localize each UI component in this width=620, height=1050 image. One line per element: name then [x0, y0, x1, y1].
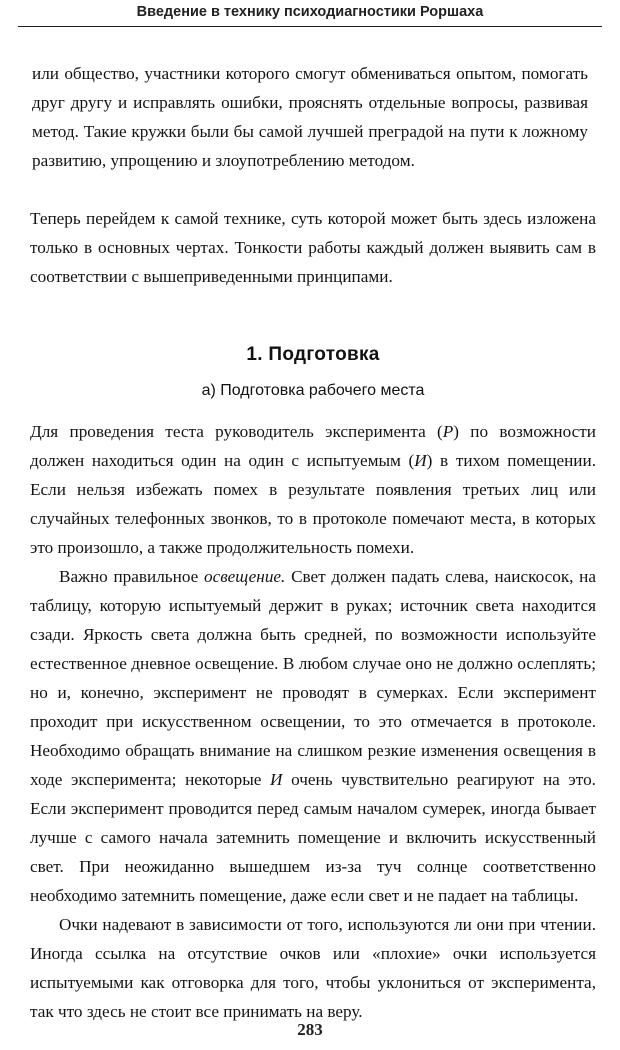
paragraph-workplace [30, 417, 596, 562]
subject-abbr: И [270, 770, 283, 789]
page-body [30, 59, 596, 1026]
text-span: ) в тихом помещении. Если нельзя избежать помех в результате появления третьих лиц или случайных телефонных звонков, то в протоколе помечают места, в которых это произошло, а также продолжительность помехи. [30, 451, 596, 557]
experimenter-abbr: Р [442, 422, 454, 441]
section-heading: 1. Подготовка [246, 344, 380, 365]
text-span: очень чувствительно реагируют на это. Если эксперимент проводится перед самым началом сумерек, иногда бывает лучше с самого начала затемнить помещение и включить искусственный свет. При неожиданно вышедшем из-за туч солнце соответственно необходимо затемнить помещение, даже если свет и не падает на таблицы. [30, 770, 596, 905]
lighting-emphasis: освещение. [203, 567, 286, 586]
text-span: Свет должен падать слева, наискосок, на таблицу, которую испытуемый держит в руках; источник света находится сзади. Яркость света должна быть средней, по возможности используйте естественное дневное освещение. В любом случае оно не должно ослеплять; но и, конечно, эксперимент не проводят в сумерках. Если эксперимент проходит при искусственном освещении, то это отмечается в протоколе. Необходимо обращать внимание на слишком резкие изменения освещения в ходе эксперимента; некоторые [30, 567, 596, 789]
page-number: 283 [297, 1020, 323, 1039]
text-span: ) по возможности должен находиться один на один с испытуемым ( [30, 422, 596, 470]
text-span: Важно правильное [59, 567, 204, 586]
running-head: Введение в технику психодиагностики Роршаха [136, 4, 484, 20]
text-span: Для проведения теста руководитель эксперимента ( [30, 422, 443, 441]
subject-abbr: И [414, 451, 427, 470]
subsection-heading: а) Подготовка рабочего места [201, 382, 425, 399]
paragraph-glasses: Очки надевают в зависимости от того, используются ли они при чтении. Иногда ссылка на отсутствие очков или «плохие» очки используется испытуемыми как отговорка для того, чтобы уклониться от эксперимента, так что здесь не стоит все принимать на веру. [30, 915, 596, 1021]
paragraph-lighting [30, 562, 596, 910]
header-rule [18, 26, 602, 27]
intro-paragraph: или общество, участники которого смогут обмениваться опытом, помогать друг другу и исправлять ошибки, прояснять отдельные вопросы, развивая метод. Такие кружки были бы самой лучшей преградой на пути к ложному развитию, упрощению и злоупотреблению методом. [32, 64, 588, 170]
transition-paragraph: Теперь перейдем к самой технике, суть которой может быть здесь изложена только в основных чертах. Тонкости работы каждый должен выявить сам в соответствии с вышеприведенными принципами. [30, 209, 596, 286]
